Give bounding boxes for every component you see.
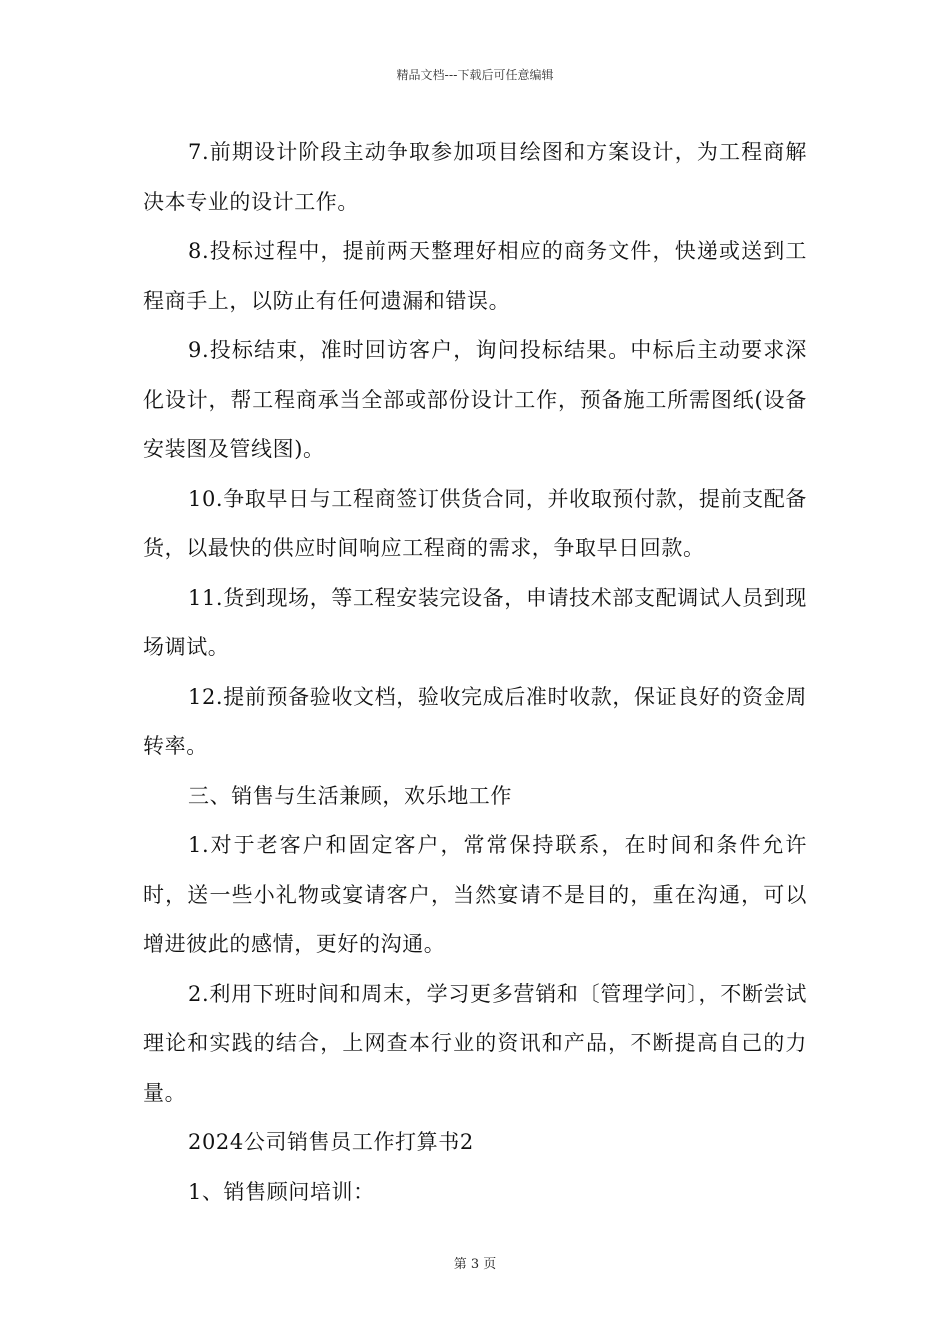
subsection-heading: 1、销售顾问培训： [188, 1179, 375, 1204]
document-body [143, 128, 807, 1217]
paragraph-item-9: 9.投标结束，准时回访客户，询问投标结果。中标后主动要求深化设计，帮工程商承当全部或部份设计工作，预备施工所需图纸(设备安装图及管线图)。 [143, 338, 807, 461]
paragraph-item-10: 10.争取早日与工程商签订供货合同，并收取预付款，提前支配备货，以最快的供应时间响应工程商的需求，争取早日回款。 [143, 486, 807, 560]
paragraph-item-11: 11.货到现场，等工程安装完设备，申请技术部支配调试人员到现场调试。 [143, 585, 807, 659]
document-subtitle: 2024公司销售员工作打算书2 [188, 1130, 474, 1154]
page-header: 精品文档---下载后可任意编辑 [396, 68, 554, 82]
section-heading: 三、销售与生活兼顾，欢乐地工作 [188, 783, 512, 808]
paragraph-item-8: 8.投标过程中，提前两天整理好相应的商务文件，快递或送到工程商手上，以防止有任何遗漏和错误。 [143, 239, 807, 313]
page-number: 第 3 页 [453, 1257, 497, 1272]
paragraph-item-2: 2.利用下班时间和周末，学习更多营销和〔管理学问〕，不断尝试理论和实践的结合，上网查本行业的资讯和产品，不断提高自己的力量。 [143, 981, 807, 1105]
paragraph-item-7: 7.前期设计阶段主动争取参加项目绘图和方案设计，为工程商解决本专业的设计工作。 [143, 140, 807, 214]
paragraph-item-12: 12.提前预备验收文档，验收完成后准时收款，保证良好的资金周转率。 [143, 684, 807, 758]
paragraph-item-1: 1.对于老客户和固定客户，常常保持联系，在时间和条件允许时，送一些小礼物或宴请客户，当然宴请不是目的，重在沟通，可以增进彼此的感情，更好的沟通。 [143, 833, 807, 956]
